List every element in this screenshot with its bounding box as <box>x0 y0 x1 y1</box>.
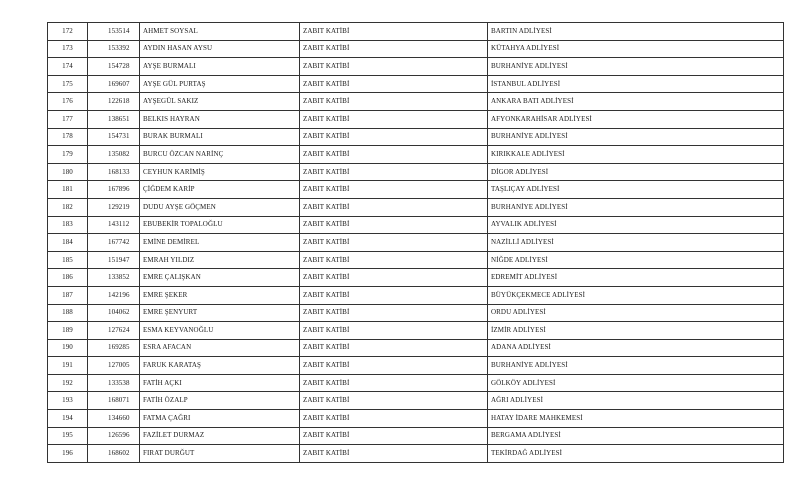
row-number: 183 <box>48 216 88 234</box>
job-title: ZABIT KATİBİ <box>300 40 488 58</box>
office-name: NİĞDE ADLİYESİ <box>488 251 784 269</box>
row-number: 195 <box>48 427 88 445</box>
registry-number: 142196 <box>88 286 140 304</box>
row-number: 196 <box>48 445 88 463</box>
table-row <box>48 234 784 252</box>
registry-number: 104062 <box>88 304 140 322</box>
job-title: ZABIT KATİBİ <box>300 181 488 199</box>
job-title: ZABIT KATİBİ <box>300 93 488 111</box>
registry-number: 138651 <box>88 110 140 128</box>
person-name: EMİNE DEMİREL <box>140 234 300 252</box>
person-name: ÇİĞDEM KARİP <box>140 181 300 199</box>
table-row <box>48 128 784 146</box>
registry-number: 133538 <box>88 374 140 392</box>
job-title: ZABIT KATİBİ <box>300 163 488 181</box>
office-name: GÖLKÖY ADLİYESİ <box>488 374 784 392</box>
row-number: 180 <box>48 163 88 181</box>
job-title: ZABIT KATİBİ <box>300 304 488 322</box>
office-name: ORDU ADLİYESİ <box>488 304 784 322</box>
row-number: 177 <box>48 110 88 128</box>
table-body <box>48 23 784 463</box>
office-name: BARTIN ADLİYESİ <box>488 23 784 41</box>
row-number: 178 <box>48 128 88 146</box>
table-row <box>48 410 784 428</box>
office-name: TEKİRDAĞ ADLİYESİ <box>488 445 784 463</box>
registry-number: 168133 <box>88 163 140 181</box>
table-row <box>48 23 784 41</box>
registry-number: 168071 <box>88 392 140 410</box>
table-row <box>48 251 784 269</box>
registry-number: 143112 <box>88 216 140 234</box>
row-number: 181 <box>48 181 88 199</box>
person-name: ESRA AFACAN <box>140 339 300 357</box>
registry-number: 127005 <box>88 357 140 375</box>
row-number: 185 <box>48 251 88 269</box>
row-number: 188 <box>48 304 88 322</box>
row-number: 184 <box>48 234 88 252</box>
table-row <box>48 286 784 304</box>
person-name: EMRE ŞEKER <box>140 286 300 304</box>
person-name: FATMA ÇAĞRI <box>140 410 300 428</box>
table-row <box>48 181 784 199</box>
person-name: FIRAT DURĞUT <box>140 445 300 463</box>
job-title: ZABIT KATİBİ <box>300 374 488 392</box>
registry-number: 126596 <box>88 427 140 445</box>
registry-number: 167742 <box>88 234 140 252</box>
registry-number: 154728 <box>88 58 140 76</box>
office-name: KÜTAHYA ADLİYESİ <box>488 40 784 58</box>
person-name: EMRE ÇALIŞKAN <box>140 269 300 287</box>
office-name: BERGAMA ADLİYESİ <box>488 427 784 445</box>
person-name: AYŞEGÜL SAKIZ <box>140 93 300 111</box>
person-name: CEYHUN KARİMİŞ <box>140 163 300 181</box>
table-row <box>48 40 784 58</box>
office-name: ADANA ADLİYESİ <box>488 339 784 357</box>
row-number: 182 <box>48 198 88 216</box>
table-row <box>48 392 784 410</box>
office-name: BURHANİYE ADLİYESİ <box>488 357 784 375</box>
registry-number: 151947 <box>88 251 140 269</box>
office-name: BURHANİYE ADLİYESİ <box>488 58 784 76</box>
table-row <box>48 58 784 76</box>
table-row <box>48 269 784 287</box>
row-number: 176 <box>48 93 88 111</box>
person-name: FATİH ÖZALP <box>140 392 300 410</box>
document-sheet <box>47 22 783 463</box>
table-row <box>48 216 784 234</box>
person-name: EMRAH YILDIZ <box>140 251 300 269</box>
registry-number: 154731 <box>88 128 140 146</box>
office-name: ANKARA BATI ADLİYESİ <box>488 93 784 111</box>
table-row <box>48 146 784 164</box>
job-title: ZABIT KATİBİ <box>300 445 488 463</box>
person-name: AYŞE GÜL PURTAŞ <box>140 75 300 93</box>
office-name: AĞRI ADLİYESİ <box>488 392 784 410</box>
registry-number: 133852 <box>88 269 140 287</box>
office-name: İSTANBUL ADLİYESİ <box>488 75 784 93</box>
job-title: ZABIT KATİBİ <box>300 146 488 164</box>
job-title: ZABIT KATİBİ <box>300 427 488 445</box>
person-name: EBUBEKİR TOPALOĞLU <box>140 216 300 234</box>
table-row <box>48 322 784 340</box>
row-number: 172 <box>48 23 88 41</box>
registry-number: 135082 <box>88 146 140 164</box>
row-number: 175 <box>48 75 88 93</box>
job-title: ZABIT KATİBİ <box>300 322 488 340</box>
person-name: AYDIN HASAN AYSU <box>140 40 300 58</box>
row-number: 173 <box>48 40 88 58</box>
person-name: EMRE ŞENYURT <box>140 304 300 322</box>
person-name: FATİH AÇKI <box>140 374 300 392</box>
row-number: 193 <box>48 392 88 410</box>
job-title: ZABIT KATİBİ <box>300 234 488 252</box>
row-number: 192 <box>48 374 88 392</box>
table-row <box>48 304 784 322</box>
registry-number: 167896 <box>88 181 140 199</box>
office-name: HATAY İDARE MAHKEMESİ <box>488 410 784 428</box>
table-row <box>48 163 784 181</box>
person-name: FARUK KARATAŞ <box>140 357 300 375</box>
office-name: AYVALIK ADLİYESİ <box>488 216 784 234</box>
person-name: ESMA KEYVANOĞLU <box>140 322 300 340</box>
row-number: 191 <box>48 357 88 375</box>
job-title: ZABIT KATİBİ <box>300 110 488 128</box>
job-title: ZABIT KATİBİ <box>300 392 488 410</box>
person-name: FAZİLET DURMAZ <box>140 427 300 445</box>
office-name: EDREMİT ADLİYESİ <box>488 269 784 287</box>
row-number: 179 <box>48 146 88 164</box>
row-number: 186 <box>48 269 88 287</box>
registry-number: 168602 <box>88 445 140 463</box>
person-name: BELKIS HAYRAN <box>140 110 300 128</box>
office-name: DİGOR ADLİYESİ <box>488 163 784 181</box>
job-title: ZABIT KATİBİ <box>300 269 488 287</box>
job-title: ZABIT KATİBİ <box>300 216 488 234</box>
registry-number: 127624 <box>88 322 140 340</box>
job-title: ZABIT KATİBİ <box>300 339 488 357</box>
office-name: KIRIKKALE ADLİYESİ <box>488 146 784 164</box>
registry-number: 129219 <box>88 198 140 216</box>
row-number: 190 <box>48 339 88 357</box>
table-row <box>48 110 784 128</box>
office-name: BURHANİYE ADLİYESİ <box>488 128 784 146</box>
person-name: AHMET SOYSAL <box>140 23 300 41</box>
office-name: BÜYÜKÇEKMECE ADLİYESİ <box>488 286 784 304</box>
job-title: ZABIT KATİBİ <box>300 198 488 216</box>
registry-number: 153514 <box>88 23 140 41</box>
office-name: İZMİR ADLİYESİ <box>488 322 784 340</box>
office-name: NAZİLLİ ADLİYESİ <box>488 234 784 252</box>
job-title: ZABIT KATİBİ <box>300 58 488 76</box>
job-title: ZABIT KATİBİ <box>300 251 488 269</box>
row-number: 187 <box>48 286 88 304</box>
table-row <box>48 374 784 392</box>
office-name: TAŞLIÇAY ADLİYESİ <box>488 181 784 199</box>
job-title: ZABIT KATİBİ <box>300 410 488 428</box>
registry-number: 134660 <box>88 410 140 428</box>
table-row <box>48 75 784 93</box>
job-title: ZABIT KATİBİ <box>300 128 488 146</box>
registry-number: 169607 <box>88 75 140 93</box>
table-row <box>48 198 784 216</box>
person-name: BURAK BURMALI <box>140 128 300 146</box>
job-title: ZABIT KATİBİ <box>300 23 488 41</box>
table-row <box>48 357 784 375</box>
office-name: BURHANİYE ADLİYESİ <box>488 198 784 216</box>
row-number: 194 <box>48 410 88 428</box>
registry-number: 169285 <box>88 339 140 357</box>
person-name: AYŞE BURMALI <box>140 58 300 76</box>
table-row <box>48 445 784 463</box>
office-name: AFYONKARAHİSAR ADLİYESİ <box>488 110 784 128</box>
personnel-table <box>47 22 784 463</box>
job-title: ZABIT KATİBİ <box>300 357 488 375</box>
table-row <box>48 427 784 445</box>
table-row <box>48 339 784 357</box>
registry-number: 122618 <box>88 93 140 111</box>
person-name: BURCU ÖZCAN NARİNÇ <box>140 146 300 164</box>
row-number: 174 <box>48 58 88 76</box>
table-row <box>48 93 784 111</box>
job-title: ZABIT KATİBİ <box>300 75 488 93</box>
person-name: DUDU AYŞE GÖÇMEN <box>140 198 300 216</box>
registry-number: 153392 <box>88 40 140 58</box>
job-title: ZABIT KATİBİ <box>300 286 488 304</box>
row-number: 189 <box>48 322 88 340</box>
